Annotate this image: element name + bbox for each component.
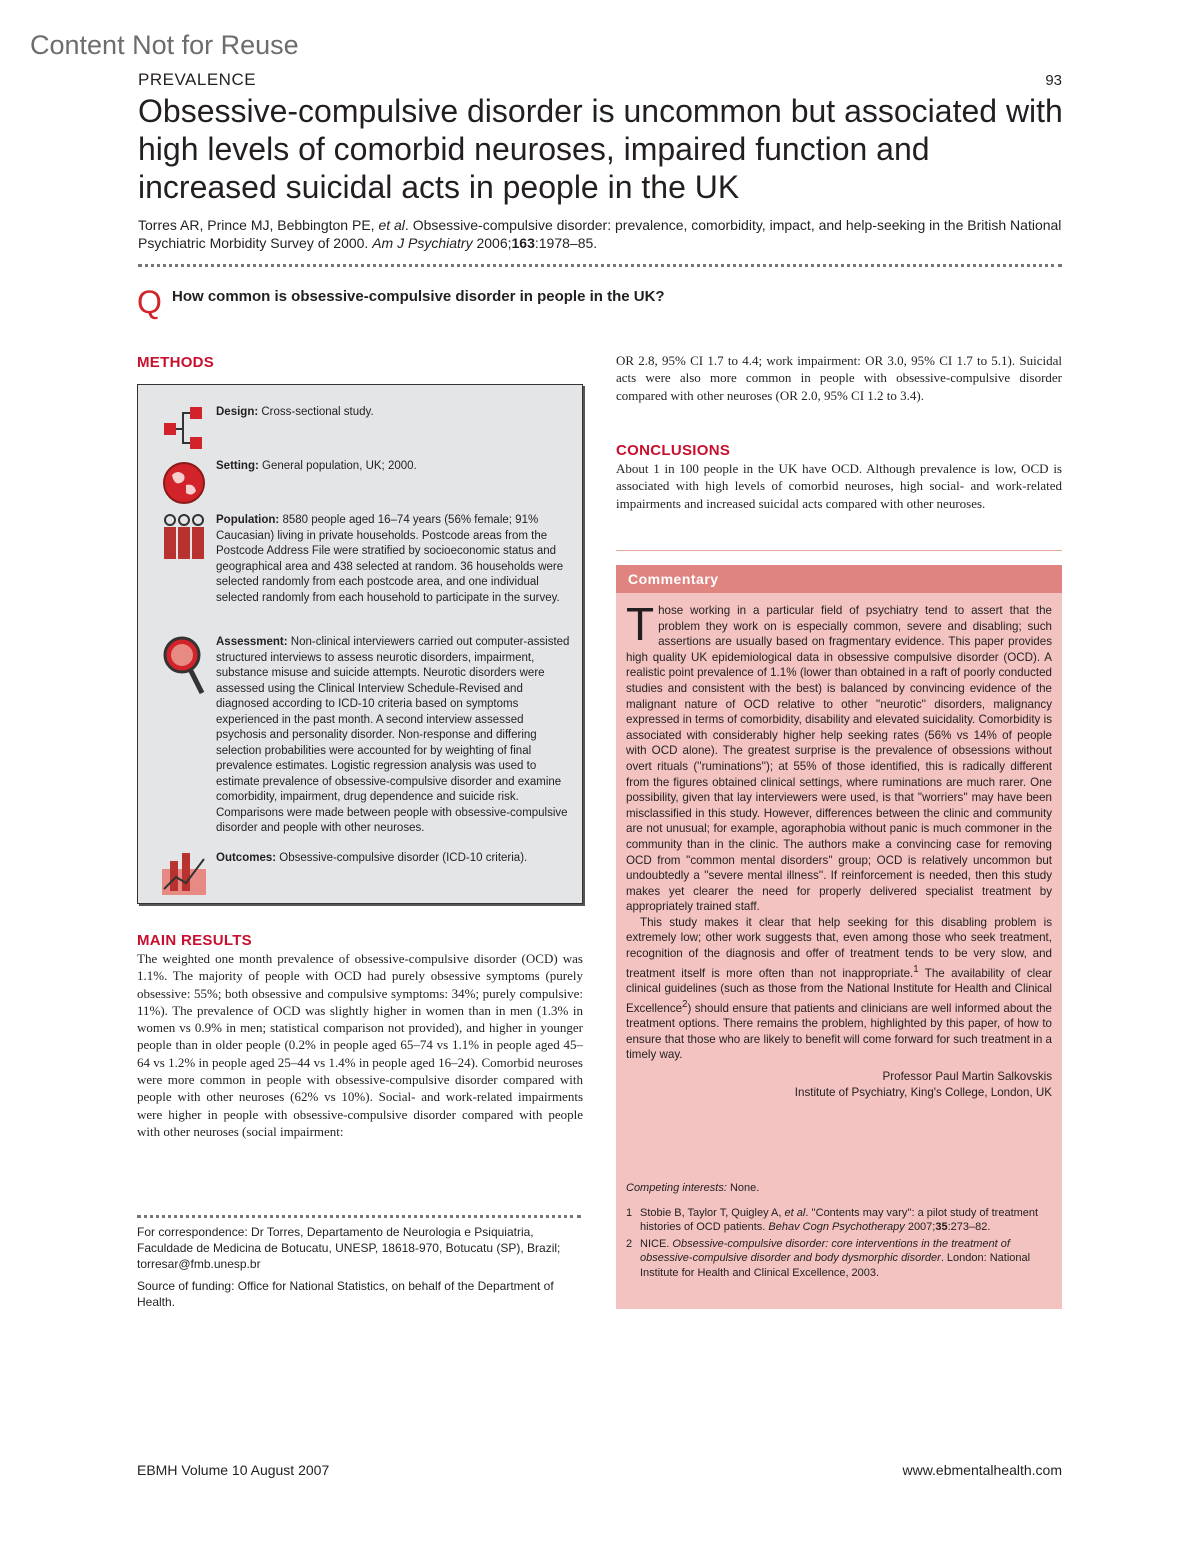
reference-item: 2 NICE. Obsessive-compulsive disorder: core interventions in the treatment of obsessive-compulsive disorder and body dysmorphic disorder. London: National Institute for Health and Clinical Excellence, 2003. [626, 1237, 1031, 1279]
methods-heading: METHODS [137, 354, 215, 371]
conclusions-text: About 1 in 100 people in the UK have OCD. Although prevalence is low, OCD is associated with high levels of comorbid neuroses, high social- and work-related impairments and increased suicidal acts compared with other neuroses. [616, 461, 1062, 511]
commentary-box [616, 565, 1062, 1309]
outcomes-row: Outcomes: Obsessive-compulsive disorder (ICD-10 criteria). [216, 852, 528, 864]
main-results-text: The weighted one month prevalence of obsessive-compulsive disorder (OCD) was 1.1%. The majority of people with OCD had purely obsessive symptoms (purely obsessive: 55%; both obsessive and compulsive symptoms: 34%; purely compulsive: 11%). The prevalence of OCD was slightly higher in women than in men (1.3% in women vs 0.9% in men; statistical comparison not provided), and higher in younger people than in older people (0.2% in people aged 65–74 vs 1.1% in people aged 45–64 vs 1.2% in people aged 25–44 vs 1.4% in people aged 16–24). Comorbid neuroses were more common in people with obsessive-compulsive disorder compared with people with other neuroses (62% vs 10%). Social- and work-related impairments were higher in people with obsessive-compulsive disorder compared with people with other neuroses (social impairment: [137, 951, 583, 1139]
correspondence-note: For correspondence: Dr Torres, Departamento de Neurologia e Psiquiatria, Faculdade de Medicina de Botucatu, UNESP, 18618-970, Botucatu (SP), Brazil; torresar@fmb.unesp.br [137, 1225, 561, 1271]
citation-volume: 163 [511, 235, 535, 251]
magnifier-icon [160, 635, 208, 697]
reference-item: 1 Stobie B, Taylor T, Quigley A, et al. ''Contents may vary'': a pilot study of treatment histories of OCD patients. Behav Cogn Psychotherapy 2007;35:273–82. [626, 1206, 1039, 1233]
competing-interests: Competing interests: None. [626, 1182, 760, 1194]
funding-note: Source of funding: Office for National Statistics, on behalf of the Department of Health. [137, 1279, 554, 1309]
design-row: Design: Cross-sectional study. [216, 406, 374, 418]
results-continued-text: OR 2.8, 95% CI 1.7 to 4.4; work impairment: OR 3.0, 95% CI 1.7 to 5.1). Suicidal acts were also more common in people with obsessive-compulsive disorder compared with other neuroses (OR 2.0, 95% CI 1.2 to 3.4). [616, 353, 1062, 403]
citation-year: 2006; [472, 235, 512, 251]
design-icon [160, 405, 208, 453]
commentary-references [626, 1181, 1052, 1282]
citation [138, 216, 1064, 252]
question-q-icon: Q [137, 284, 162, 320]
citation-etal: et al [378, 217, 405, 233]
citation-text: . Obsessive-compulsive disorder: prevalence, comorbidity, impact, and help-seeking in the British National Psychiatric Morbidity Survey of 2000. [138, 217, 1062, 251]
commentary-header [616, 565, 1062, 593]
page-number: 93 [1045, 72, 1062, 89]
commentary-heading: Commentary [628, 571, 719, 587]
watermark: Content Not for Reuse [30, 30, 299, 60]
commentary-body [626, 598, 1053, 1100]
dropcap-letter: T [626, 598, 655, 650]
commentary-para-2: This study makes it clear that help seeking for this disabling problem is extremely low; other work suggests that, even among those who seek treatment, recognition of the diagnosis and offer of treatment tends to be very slow, and treatment itself is more often than not inappropriate.$^1$ The availability of clear clinical guidelines (such as those from the National Institute for Health and Clinical Excellence$^2$) should ensure that patients and clinicians are well informed about the treatment options. There remains the problem, highlighted by this paper, of how to ensure that those who are likely to benefit will come forward for such treatment in a timely way. [626, 915, 1053, 1062]
dotted-divider [138, 264, 1062, 267]
commentary-para-1: Those working in a particular field of psychiatry tend to assert that the problem they work on is especially common, severe and disabling; such assertions are usually based on fragmentary evidence. This paper provides high quality UK epidemiological data in obsessive compulsive disorder (OCD). A realistic point prevalence of 1.1% (lower than obtained in a raft of poorly conducted studies and consistent with the best) is balanced by convincing evidence of the malignant nature of OCD relative to other ''neurotic'' disorders, malignancy expressed in terms of comorbidity, disability and elevated suicidality. Comorbidity is associated with considerably higher help seeking rates (56% vs 14% of people with OCD alone). The greatest surprise is the prevalence of obsessions without overt rituals (''ruminations''); at 55% of those identified, this is radically different from the figures obtained clinical settings, where ruminations are much rarer. One possibility, given that lay interviewers were used, is that ''worriers'' may have been misclassified in this study. However, differences between the clinic and community are not unusual; for example, agoraphobia without panic is much commoner in the community than in the clinic. The authors make a convincing case for removing OCD from ''common mental disorders'' group; OCD is relatively uncommon but undoubtedly a ''severe mental illness''. If reinforcement is needed, then this study makes yet clearer the need for properly delivered specialist treatment by appropriately trained staff. [626, 598, 1052, 914]
main-results-heading: MAIN RESULTS [137, 932, 252, 949]
assessment-row: Assessment: Non-clinical interviewers carried out computer-assisted structured interviews to assess neurotic disorders, impairment, substance misuse and suicide attempts. Neurotic disorders were assessed using the Clinical Interview Schedule-Revised and diagnosed according to ICD-10 criteria based on symptoms experienced in the past month. A second interview assessed psychosis and personality disorder. Non-response and differing selection probabilities were accounted for by weighting of final prevalence estimates. Logistic regression analysis was used to estimate prevalence of obsessive-compulsive disorder and examine comorbidity, impairment, drug dependence and suicide risk. Comparisons were made between people with obsessive-compulsive disorder and people with other neuroses. [216, 636, 570, 834]
footnote-divider [137, 1215, 581, 1218]
globe-icon [160, 459, 208, 507]
section-label: PREVALENCE [138, 70, 257, 89]
citation-pages: :1978–85. [534, 235, 598, 251]
commentary-affiliation: Institute of Psychiatry, King's College, London, UK [794, 1085, 1052, 1099]
conclusions-divider [616, 550, 1062, 551]
commentary-author: Professor Paul Martin Salkovskis [882, 1069, 1052, 1083]
outcomes-chart-icon [160, 849, 208, 897]
people-icon [160, 513, 208, 561]
footer-journal-info: EBMH Volume 10 August 2007 [137, 1462, 330, 1478]
clinical-question: How common is obsessive-compulsive disorder in people in the UK? [172, 288, 665, 305]
population-row: Population: 8580 people aged 16–74 years (56% female; 91% Caucasian) living in private households. Postcode areas from the Postcode Address File were stratified by socioeconomic status and geographical area and 438 selected at random. 36 households were selected randomly from each postcode area, and one individual selected randomly from each household to participate in the survey. [216, 514, 564, 604]
footer-website: www.ebmentalhealth.com [902, 1462, 1062, 1478]
setting-row: Setting: General population, UK; 2000. [216, 460, 417, 472]
citation-authors: Torres AR, Prince MJ, Bebbington PE, [138, 217, 379, 233]
citation-journal: Am J Psychiatry [372, 235, 473, 251]
conclusions-heading: CONCLUSIONS [616, 442, 731, 459]
article-title: Obsessive-compulsive disorder is uncommon but associated with high levels of comorbid neuroses, impaired function and increased suicidal acts in people in the UK [138, 93, 1063, 205]
methods-box [137, 384, 583, 904]
